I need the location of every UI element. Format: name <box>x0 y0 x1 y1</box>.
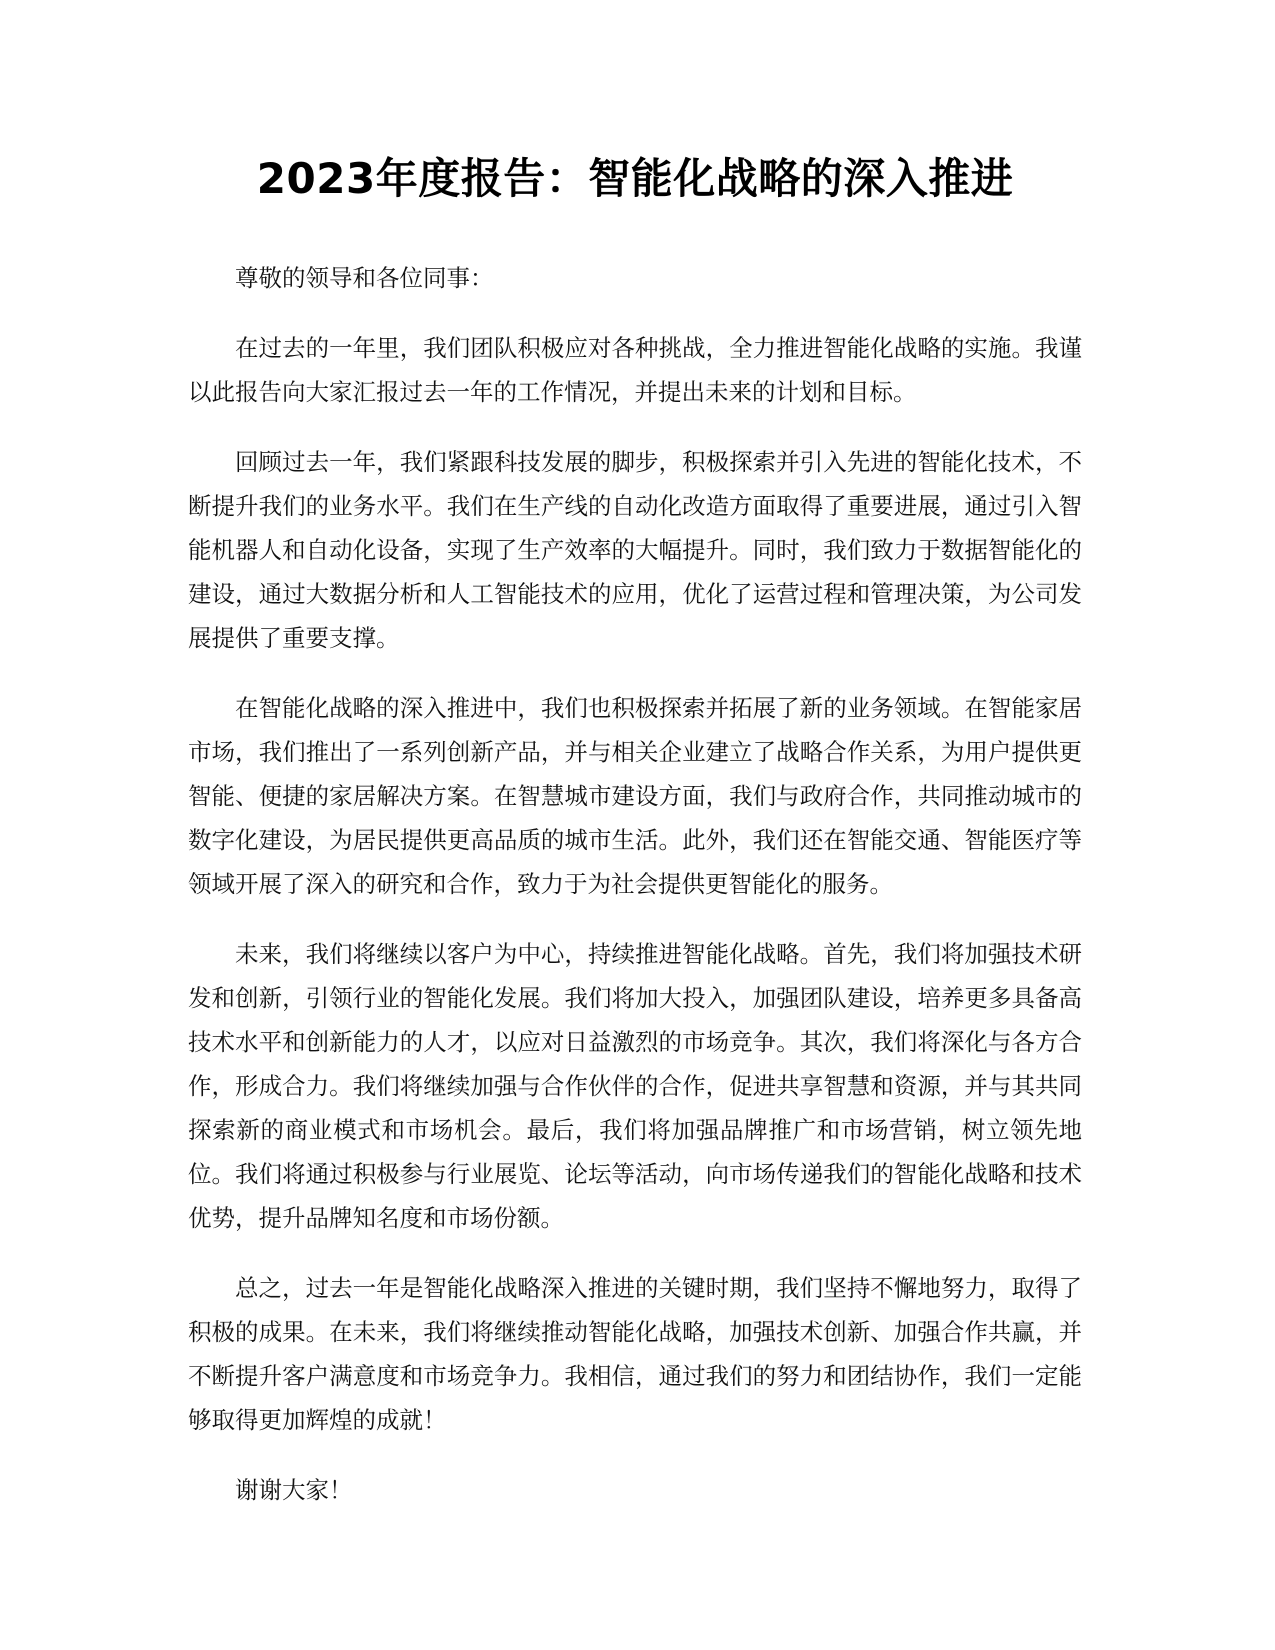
new-business-paragraph: 在智能化战略的深入推进中，我们也积极探索并拓展了新的业务领域。在智能家居市场，我们推出了一系列创新产品，并与相关企业建立了战略合作关系，为用户提供更智能、便捷的家居解决方案。在智慧城市建设方面，我们与政府合作，共同推动城市的数字化建设，为居民提供更高品质的城市生活。此外，我们还在智能交通、智能医疗等领域开展了深入的研究和合作，致力于为社会提供更智能化的服务。 <box>188 694 1082 898</box>
review-paragraph: 回顾过去一年，我们紧跟科技发展的脚步，积极探索并引入先进的智能化技术，不断提升我们的业务水平。我们在生产线的自动化改造方面取得了重要进展，通过引入智能机器人和自动化设备，实现了生产效率的大幅提升。同时，我们致力于数据智能化的建设，通过大数据分析和人工智能技术的应用，优化了运营过程和管理决策，为公司发展提供了重要支撑。 <box>188 448 1082 652</box>
intro-paragraph: 在过去的一年里，我们团队积极应对各种挑战，全力推进智能化战略的实施。我谨以此报告向大家汇报过去一年的工作情况，并提出未来的计划和目标。 <box>188 334 1082 406</box>
salutation: 尊敬的领导和各位同事： <box>235 264 494 292</box>
document-title: 2023年度报告：智能化战略的深入推进 <box>256 154 1014 203</box>
closing-thanks: 谢谢大家！ <box>235 1476 353 1504</box>
conclusion-paragraph: 总之，过去一年是智能化战略深入推进的关键时期，我们坚持不懈地努力，取得了积极的成果。在未来，我们将继续推动智能化战略，加强技术创新、加强合作共赢，并不断提升客户满意度和市场竞争力。我相信，通过我们的努力和团结协作，我们一定能够取得更加辉煌的成就！ <box>188 1274 1082 1434</box>
future-plan-paragraph: 未来，我们将继续以客户为中心，持续推进智能化战略。首先，我们将加强技术研发和创新，引领行业的智能化发展。我们将加大投入，加强团队建设，培养更多具备高技术水平和创新能力的人才，以应对日益激烈的市场竞争。其次，我们将深化与各方合作，形成合力。我们将继续加强与合作伙伴的合作，促进共享智慧和资源，并与其共同探索新的商业模式和市场机会。最后，我们将加强品牌推广和市场营销，树立领先地位。我们将通过积极参与行业展览、论坛等活动，向市场传递我们的智能化战略和技术优势，提升品牌知名度和市场份额。 <box>188 940 1082 1232</box>
